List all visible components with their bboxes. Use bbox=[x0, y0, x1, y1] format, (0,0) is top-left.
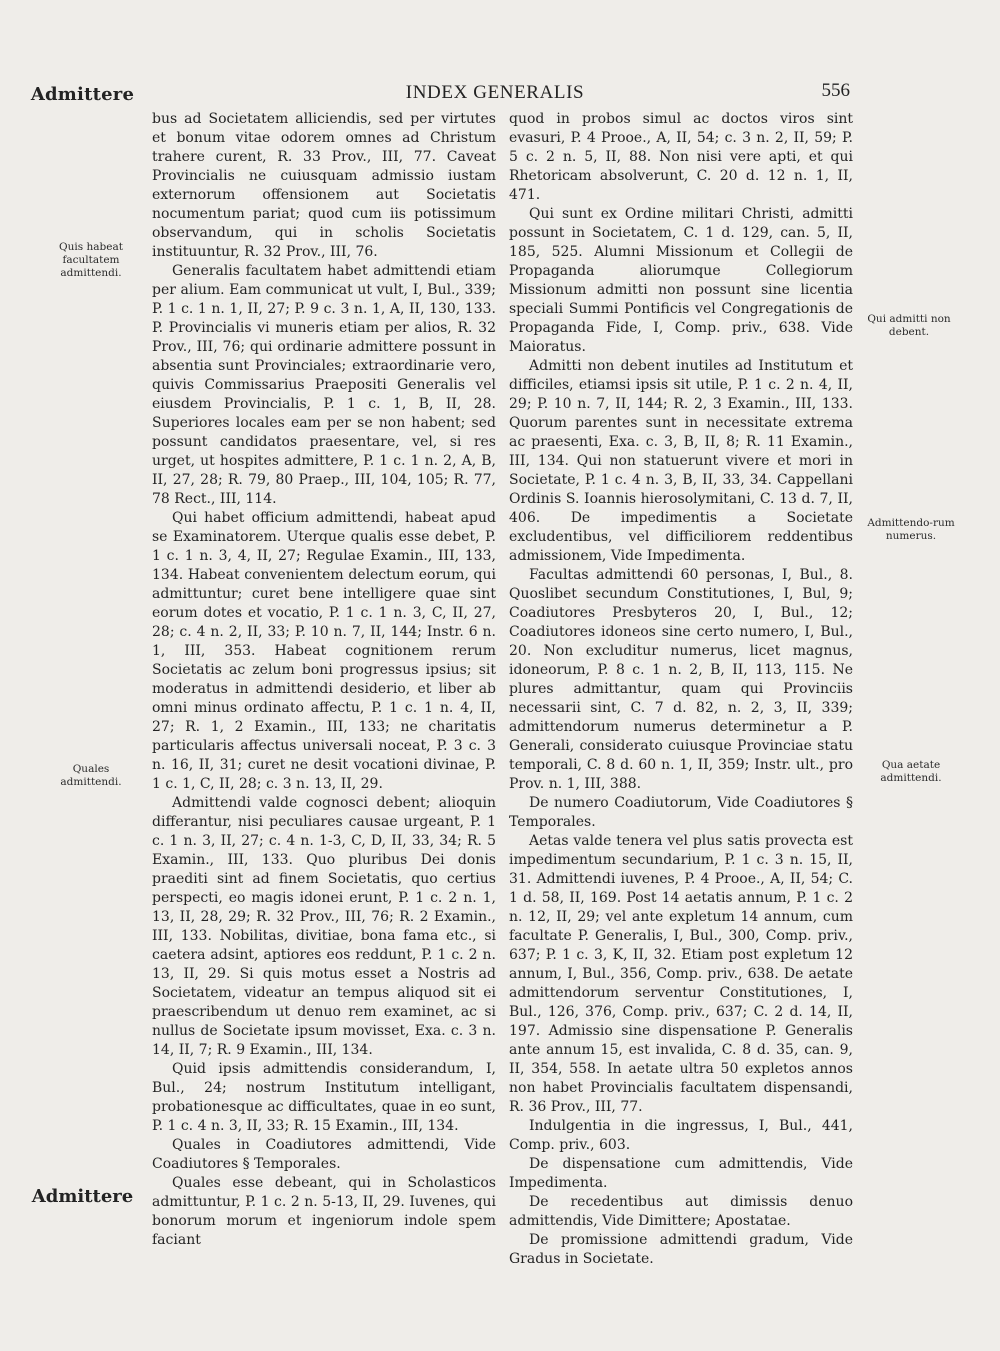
paragraph: De recedentibus aut dimissis denuo admittendis, Vide Dimittere; Apostatae. bbox=[509, 1194, 853, 1229]
margin-note-quis-habeat: Quis habeat facultatem admittendi. bbox=[59, 241, 123, 279]
paragraph: Quid ipsis admittendis considerandum, I, Bul., 24; nostrum Institutum intelligant, probationesque ac difficultates, quae in eo sunt, P. 1 c. 4 n. 3, II, 33; R. 15 Examin., III, 134. bbox=[152, 1061, 496, 1134]
left-column bbox=[152, 110, 496, 1250]
paragraph: Quales in Coadiutores admittendi, Vide Coadiutores § Temporales. bbox=[152, 1137, 496, 1172]
margin-note-admittendorum-numerus: Admittendo-rum numerus. bbox=[867, 517, 955, 542]
paragraph: Qui habet officium admittendi, habeat apud se Examinatorem. Uterque qualis esse debet, P. 1 c. 1 n. 3, 4, II, 27; Regulae Examin., III, 133, 134. Habeat convenientem delectum eorum, qui admittuntur; curet bene intelligere quae sint eorum dotes et vocatio, P. 1 c. 1 n. 3, C, II, 27, 28; c. 4 n. 2, II, 33; P. 10 n. 7, II, 144; Instr. 6 n. 1, III, 353. Habeat cognitionem rerum Societatis ac zelum boni progressus ipsius; sit moderatus in admittendi desiderio, et liber ab omni minus ordinato affectu, P. 1 c. 1 n. 4, II, 27; R. 1, 2 Examin., III, 133; ne charitatis particularis affectus universali noceat, P. 3 c. 3 n. 16, II, 31; curet ne desit vocationi divinae, P. 1 c. 1, C, II, 28; c. 3 n. 13, II, 29. bbox=[152, 510, 496, 792]
paragraph: De numero Coadiutorum, Vide Coadiutores § Temporales. bbox=[509, 795, 853, 830]
margin-note-qua-aetate: Qua aetate admittendi. bbox=[880, 759, 942, 784]
paragraph: Admitti non debent inutiles ad Institutum et difficiles, etiamsi ipsis sit utile, P. 1 c. 2 n. 4, II, 29; P. 10 n. 7, II, 144; R. 2, 3 Examin., III, 133. Quorum parentes sunt in necessitate extrema ac praesenti, Exa. c. 3, B, II, 8; R. 11 Examin., III, 134. Qui non statuerunt vivere et mori in Societate, P. 1 c. 4 n. 3, B, II, 33, 34. Cappellani Ordinis S. Ioannis hierosolymitani, C. 13 d. 7, II, 406. De impedimentis a Societate excludentibus, vel difficiliorem reddentibus admissionem, Vide Impedimenta. bbox=[509, 358, 853, 564]
paragraph: bus ad Societatem alliciendis, sed per virtutes et bonum vitae odorem omnes ad Christum trahere curent, R. 33 Prov., III, 77. Caveat Provincialis ne cuiusquam admissio iustam externorum offensionem aut Societatis nocumentum pariat; quod cum iis potissimum observandum, qui in scholis Societatis instituuntur, R. 32 Prov., III, 76. bbox=[152, 111, 496, 260]
paragraph: Qui sunt ex Ordine militari Christi, admitti possunt in Societatem, C. 1 d. 129, can. 5, II, 185, 525. Alumni Missionum et Collegii de Propaganda aliorumque Collegiorum Missionum admitti non possunt sine licentia speciali Summi Pontificis vel Congregationis de Propaganda Fide, I, Comp. priv., 638. Vide Maioratus. bbox=[509, 206, 853, 355]
running-head-title: INDEX GENERALIS bbox=[405, 82, 585, 103]
page-number: 556 bbox=[821, 80, 850, 101]
paragraph: Admittendi valde cognosci debent; alioquin differantur, nisi peculiares causae urgeant, P. 1 c. 1 n. 3, II, 27; c. 4 n. 1-3, C, D, II, 33, 34; R. 5 Examin., III, 133. Quo pluribus Dei donis praediti sint ad finem Societatis, quo certius perspecti, eo magis idonei erunt, P. 1 c. 2 n. 1, 13, II, 28, 29; R. 32 Prov., III, 76; R. 2 Examin., III, 133. Nobilitas, divitiae, bona fama etc., si caetera adsint, aptiores eos reddunt, P. 1 c. 2 n. 13, II, 29. Si quis motus esset a Nostris ad Societatem, videatur an tempus aliquod sit ei praescribendum ut denuo rem examinet, ac si nullus de Societate ipsum movisset, Exa. c. 3 n. 14, II, 7; R. 9 Examin., III, 134. bbox=[152, 795, 496, 1058]
paragraph: Generalis facultatem habet admittendi etiam per alium. Eam communicat ut vult, I, Bul., 339; P. 1 c. 1 n. 1, II, 27; P. 9 c. 3 n. 1, A, II, 130, 133. P. Provincialis vi muneris etiam per alios, R. 32 Prov., III, 76; qui ordinarie admittere possunt in absentia sunt Provinciales; extraordinarie vero, quivis Commissarius Praepositi Generalis vel eiusdem Provincialis, P. 1 c. 1, B, II, 28. Superiores locales eam per se non habent; sed possunt candidatos praesentare, vel, si res urget, ut hospites admittere, P. 1 c. 1 n. 2, A, B, II, 27, 28; R. 79, 80 Praep., III, 104, 105; R. 77, 78 Rect., III, 114. bbox=[152, 263, 496, 507]
paragraph: De promissione admittendi gradum, Vide Gradus in Societate. bbox=[509, 1232, 853, 1267]
footer-catchword: Admittere bbox=[31, 1186, 134, 1207]
right-column bbox=[509, 110, 853, 1269]
paragraph: De dispensatione cum admittendis, Vide Impedimenta. bbox=[509, 1156, 853, 1191]
running-head-word: Admittere bbox=[30, 84, 135, 105]
paragraph: quod in probos simul ac doctos viros sint evasuri, P. 4 Prooe., A, II, 54; c. 3 n. 2, II, 59; P. 5 c. 2 n. 5, II, 88. Non nisi vere apti, et qui Rhetoricam absolverunt, C. 20 d. 12 n. 1, II, 471. bbox=[509, 111, 853, 203]
paragraph: Facultas admittendi 60 personas, I, Bul., 8. Quoslibet secundum Constitutiones, I, Bul, 9; Coadiutores Presbyteros 20, I, Bul., 12; Coadiutores idoneos sine certo numero, I, Bul., 20. Non excluditur numerus, licet magnus, idoneorum, P. 8 c. 1 n. 2, B, II, 113, 115. Ne plures admittantur, quam qui Provinciis necessarii sint, C. 7 d. 82, n. 2, 3, II, 339; admittendorum numerus determinetur a P. Generali, considerato cuiusque Provinciae statu temporali, C. 8 d. 60 n. 1, II, 359; Instr. ult., pro Prov. n. 1, III, 388. bbox=[509, 567, 853, 792]
paragraph: Aetas valde tenera vel plus satis provecta est impedimentum secundarium, P. 1 c. 3 n. 15, II, 31. Admittendi iuvenes, P. 4 Prooe., A, II, 54; C. 1 d. 58, II, 169. Post 14 aetatis annum, P. 1 c. 2 n. 12, II, 29; vel ante expletum 14 annum, cum facultate P. Generalis, I, Bul., 300, Comp. priv., 637; P. 1 c. 3, K, II, 32. Etiam post expletum 12 annum, I, Bul., 356, Comp. priv., 638. De aetate admittendorum serventur Constitutiones, I, Bul., 126, 376, Comp. priv., 637; C. 2 d. 14, II, 197. Admissio sine dispensatione P. Generalis ante annum 15, est invalida, C. 8 d. 35, can. 9, II, 354, 558. In aetate ultra 50 expletos annos non habet Provincialis facultatem dispensandi, R. 36 Prov., III, 77. bbox=[509, 833, 853, 1115]
margin-note-quales: Quales admittendi. bbox=[60, 763, 122, 788]
margin-note-qui-admitti-non: Qui admitti non debent. bbox=[867, 313, 951, 338]
paragraph: Indulgentia in die ingressus, I, Bul., 441, Comp. priv., 603. bbox=[509, 1118, 853, 1153]
paragraph: Quales esse debeant, qui in Scholasticos admittuntur, P. 1 c. 2 n. 5-13, II, 29. Iuvenes, qui bonorum morum et ingeniorum indole spem faciant bbox=[152, 1175, 496, 1248]
